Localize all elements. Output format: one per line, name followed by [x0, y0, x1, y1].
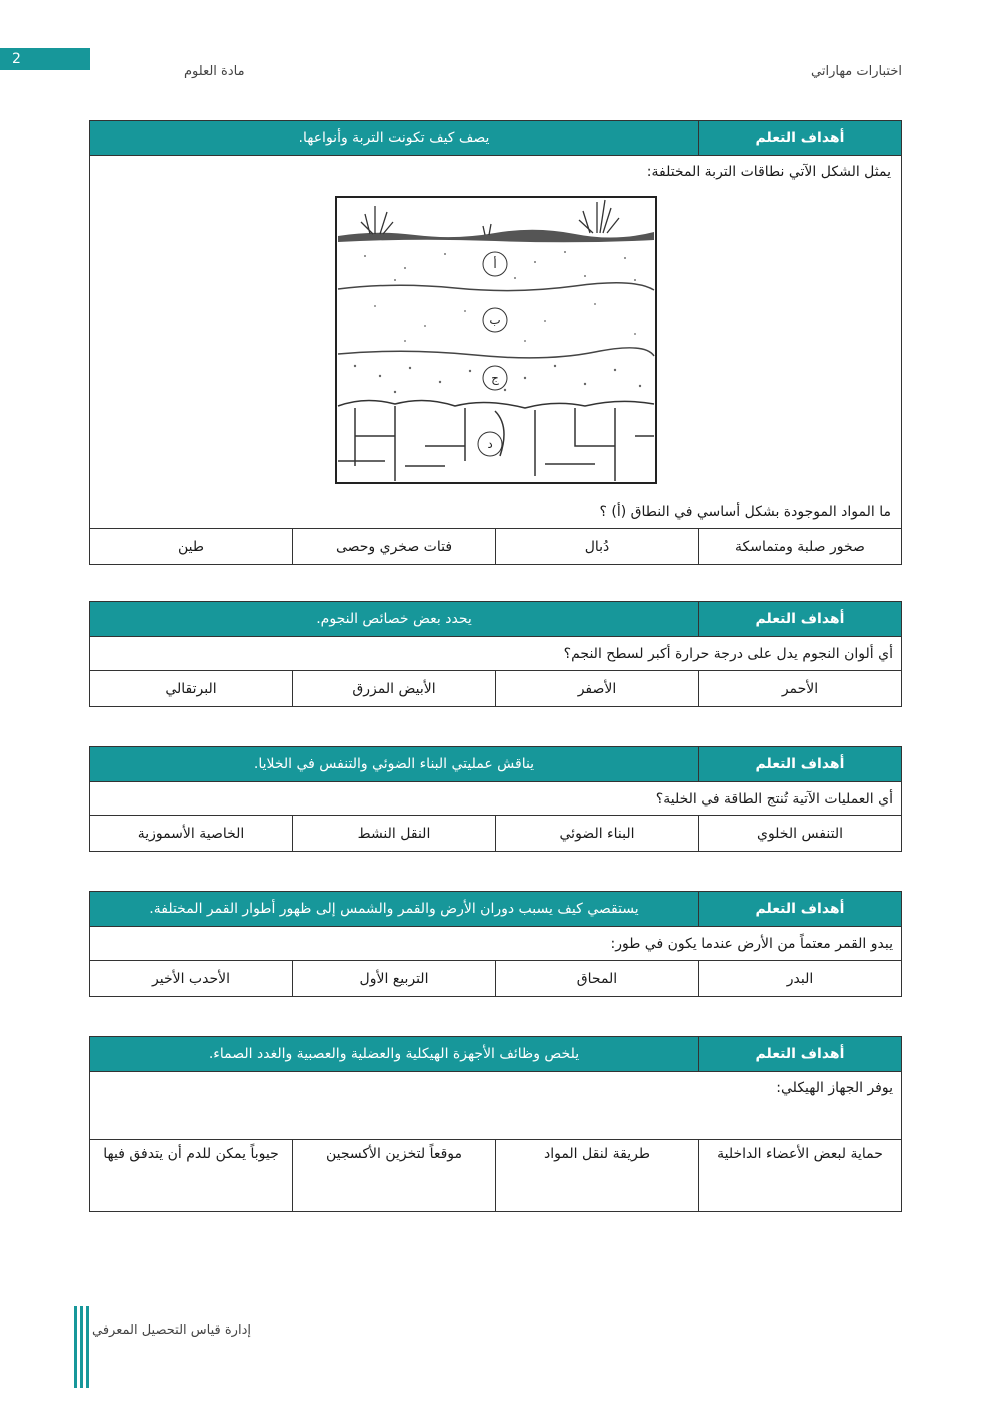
zone-label-a: أ	[493, 257, 497, 271]
page-number: 2	[0, 48, 90, 70]
answer-option[interactable]: الأبيض المزرق	[293, 671, 496, 707]
answer-option[interactable]: الأحدب الأخير	[90, 961, 293, 997]
objective-text: يحدد بعض خصائص النجوم.	[90, 602, 699, 637]
zone-label-b: ب	[489, 313, 501, 327]
figure-area	[90, 156, 902, 529]
objective-label: أهداف التعلم	[699, 602, 902, 637]
question-stem: أي ألوان النجوم يدل على درجة حرارة أكبر لسطح النجم؟	[90, 637, 902, 671]
zone-label-d: د	[487, 437, 493, 451]
objective-text: يصف كيف تكونت التربة وأنواعها.	[90, 121, 699, 156]
question-stem: يبدو القمر معتماً من الأرض عندما يكون في طور:	[90, 927, 902, 961]
answer-option[interactable]: النقل النشط	[293, 816, 496, 852]
answer-option[interactable]: التنفس الخلوي	[699, 816, 902, 852]
question-3	[89, 746, 902, 852]
objective-label: أهداف التعلم	[699, 892, 902, 927]
question-intro: يمثل الشكل الآتي نطاقات التربة المختلفة:	[646, 164, 891, 180]
objective-text: يستقصي كيف يسبب دوران الأرض والقمر والشمس إلى ظهور أطوار القمر المختلفة.	[90, 892, 699, 927]
answer-option[interactable]: المحاق	[496, 961, 699, 997]
question-2	[89, 601, 902, 707]
answer-option[interactable]: صخور صلبة ومتماسكة	[699, 529, 902, 565]
objective-text: يناقش عمليتي البناء الضوئي والتنفس في الخلايا.	[90, 747, 699, 782]
answer-option[interactable]: البناء الضوئي	[496, 816, 699, 852]
answer-option[interactable]: الأصفر	[496, 671, 699, 707]
footer-text: إدارة قياس التحصيل المعرفي	[92, 1323, 251, 1338]
zone-label-c: ج	[491, 371, 499, 385]
answer-option[interactable]: فتات صخري وحصى	[293, 529, 496, 565]
answer-option[interactable]: البدر	[699, 961, 902, 997]
answer-option[interactable]: حماية لبعض الأعضاء الداخلية	[699, 1140, 902, 1212]
answer-option[interactable]: موقعاً لتخزين الأكسجين	[293, 1140, 496, 1212]
question-stem: ما المواد الموجودة بشكل أساسي في النطاق (أ) ؟	[599, 504, 891, 520]
footer-decoration	[74, 1306, 90, 1388]
question-4	[89, 891, 902, 997]
answer-option[interactable]: جيوباً يمكن للدم أن يتدفق فيها	[90, 1140, 293, 1212]
answer-option[interactable]: الأحمر	[699, 671, 902, 707]
objective-text: يلخص وظائف الأجهزة الهيكلية والعضلية والعصبية والغدد الصماء.	[90, 1037, 699, 1072]
answer-option[interactable]: البرتقالي	[90, 671, 293, 707]
objective-label: أهداف التعلم	[699, 121, 902, 156]
subject-label: مادة العلوم	[184, 64, 245, 79]
answer-option[interactable]: طريقة لنقل المواد	[496, 1140, 699, 1212]
answer-option[interactable]: طين	[90, 529, 293, 565]
objective-label: أهداف التعلم	[699, 747, 902, 782]
question-5	[89, 1036, 902, 1212]
question-stem: أي العمليات الآتية تُنتج الطاقة في الخلية؟	[90, 782, 902, 816]
soil-layers-figure	[335, 196, 657, 484]
answer-option[interactable]: التربيع الأول	[293, 961, 496, 997]
question-stem: يوفر الجهاز الهيكلي:	[90, 1072, 902, 1140]
objective-label: أهداف التعلم	[699, 1037, 902, 1072]
answer-option[interactable]: دُبال	[496, 529, 699, 565]
answer-option[interactable]: الخاصية الأسموزية	[90, 816, 293, 852]
document-title: اختبارات مهاراتي	[811, 64, 902, 79]
question-1	[89, 120, 902, 565]
